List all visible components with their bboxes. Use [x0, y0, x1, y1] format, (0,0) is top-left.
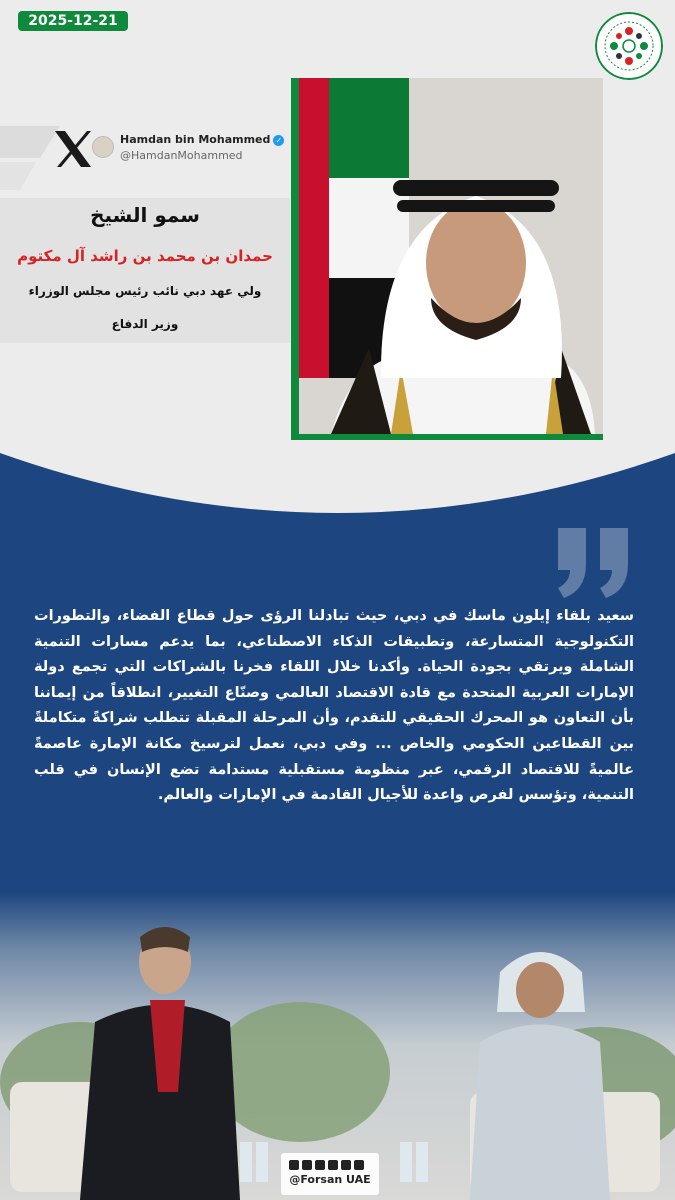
portrait-image: [291, 78, 603, 440]
x-account-name: [120, 133, 284, 146]
avatar: [92, 136, 114, 158]
date-badge: 2025-12-21: [18, 11, 128, 31]
x-account-handle: @HamdanMohammed: [120, 149, 243, 162]
page-title: سمو الشيخ: [90, 203, 200, 227]
role-line-1: ولي عهد دبي نائب رئيس مجلس الوزراء: [28, 284, 262, 298]
person-name: حمدان بن محمد بن راشد آل مكتوم: [17, 247, 273, 265]
role-line-2: وزير الدفاع: [111, 317, 179, 331]
quote-text: سعيد بلقاء إيلون ماسك في دبي، حيث تبادلنا الرؤى حول قطاع الفضاء، والتطورات التكنولوجية المتسارعة، وتطبيقات الذكاء الاصطناعي، بما يدعم مسارات التنمية الشاملة ويرتقي بجودة الحياة. وأكدنا خلال اللقاء فخرنا بالشراكات التي تجمع دولة الإمارات العربية المتحدة مع قادة الاقتصاد العالمي وصنّاع التغيير، انطلاقاً من إيماننا بأن التعاون هو المحرك الحقيقي للتقدم، وأن المرحلة المقبلة تتطلب شراكةً متكاملةً بين القطاعين الحكومي والخاص ... وفي دبي، نعمل لترسيخ مكانة الإمارة عاصمةً عالميةً للاقتصاد الرقمي، عبر منظومة مستقبلية مستدامة تضع الإنسان في قلب التنمية، وتؤسس لفرص واعدة للأجيال القادمة في الإمارات والعالم.: [34, 608, 634, 804]
footer-handle: @Forsan UAE: [289, 1173, 371, 1186]
verified-badge-icon: ✓: [273, 135, 284, 146]
social-icons: [287, 1159, 373, 1171]
quote-mark-icon: [552, 524, 636, 602]
x-account-name-text: Hamdan bin Mohammed: [120, 133, 271, 146]
forsan-logo-icon: [595, 12, 663, 80]
x-logo-icon: [52, 128, 94, 170]
